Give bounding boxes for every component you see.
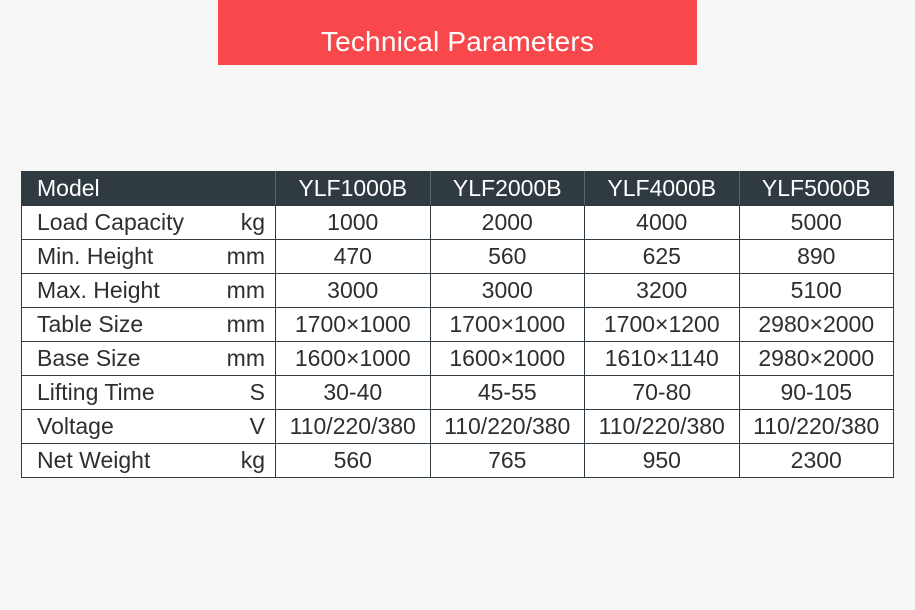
row-unit: S: [249, 379, 265, 405]
row-label: Min. Height: [37, 243, 154, 269]
table-cell: 1700×1200: [585, 308, 740, 342]
technical-parameters-table: [21, 171, 894, 478]
table-cell: 3200: [585, 274, 740, 308]
table-cell: 110/220/380: [430, 410, 585, 444]
row-label-cell: [22, 240, 276, 274]
table-cell: 950: [585, 444, 740, 478]
table-cell: 1000: [276, 206, 431, 240]
header-model-3: YLF4000B: [585, 172, 740, 206]
table-cell: 70-80: [585, 376, 740, 410]
table-cell: 110/220/380: [739, 410, 894, 444]
table-cell: 3000: [276, 274, 431, 308]
header-model-label: Model: [22, 172, 276, 206]
table-row-lifting-time: [22, 376, 894, 410]
row-label-cell: [22, 410, 276, 444]
table-cell: 470: [276, 240, 431, 274]
table-cell: 90-105: [739, 376, 894, 410]
row-label: Table Size: [37, 311, 144, 337]
row-label: Max. Height: [37, 277, 160, 303]
table-cell: 1700×1000: [430, 308, 585, 342]
title-banner: [218, 0, 697, 65]
table-cell: 2300: [739, 444, 894, 478]
table-row-net-weight: [22, 444, 894, 478]
row-label-cell: [22, 444, 276, 478]
table-cell: 625: [585, 240, 740, 274]
table-header-row: [22, 172, 894, 206]
table-cell: 1700×1000: [276, 308, 431, 342]
row-unit: kg: [240, 209, 265, 235]
table-cell: 5100: [739, 274, 894, 308]
table-cell: 2980×2000: [739, 342, 894, 376]
table-row-max-height: [22, 274, 894, 308]
header-model-1: YLF1000B: [276, 172, 431, 206]
row-unit: mm: [226, 311, 265, 337]
table-cell: 1610×1140: [585, 342, 740, 376]
row-label-cell: [22, 274, 276, 308]
row-label-cell: [22, 308, 276, 342]
table-cell: 560: [276, 444, 431, 478]
table-row-voltage: [22, 410, 894, 444]
table-cell: 890: [739, 240, 894, 274]
page-title: Technical Parameters: [320, 26, 595, 57]
table-cell: 2980×2000: [739, 308, 894, 342]
table-cell: 765: [430, 444, 585, 478]
table-cell: 2000: [430, 206, 585, 240]
table-row-table-size: [22, 308, 894, 342]
table-cell: 30-40: [276, 376, 431, 410]
row-label: Lifting Time: [37, 379, 155, 405]
table-cell: 3000: [430, 274, 585, 308]
table-cell: 1600×1000: [276, 342, 431, 376]
row-unit: mm: [226, 345, 265, 371]
table-row-base-size: [22, 342, 894, 376]
row-unit: mm: [226, 277, 265, 303]
table-row-min-height: [22, 240, 894, 274]
table-cell: 1600×1000: [430, 342, 585, 376]
table-cell: 560: [430, 240, 585, 274]
row-unit: kg: [240, 447, 265, 473]
row-label: Load Capacity: [37, 209, 185, 235]
header-model-4: YLF5000B: [739, 172, 894, 206]
row-label-cell: [22, 342, 276, 376]
row-label: Net Weight: [37, 447, 151, 473]
row-label: Voltage: [37, 413, 114, 439]
header-model-2: YLF2000B: [430, 172, 585, 206]
table-cell: 45-55: [430, 376, 585, 410]
row-label-cell: [22, 206, 276, 240]
row-label: Base Size: [37, 345, 141, 371]
table-cell: 4000: [585, 206, 740, 240]
row-unit: V: [249, 413, 265, 439]
row-label-cell: [22, 376, 276, 410]
row-unit: mm: [226, 243, 265, 269]
table-cell: 5000: [739, 206, 894, 240]
table-cell: 110/220/380: [276, 410, 431, 444]
table-row-load-capacity: [22, 206, 894, 240]
table-cell: 110/220/380: [585, 410, 740, 444]
